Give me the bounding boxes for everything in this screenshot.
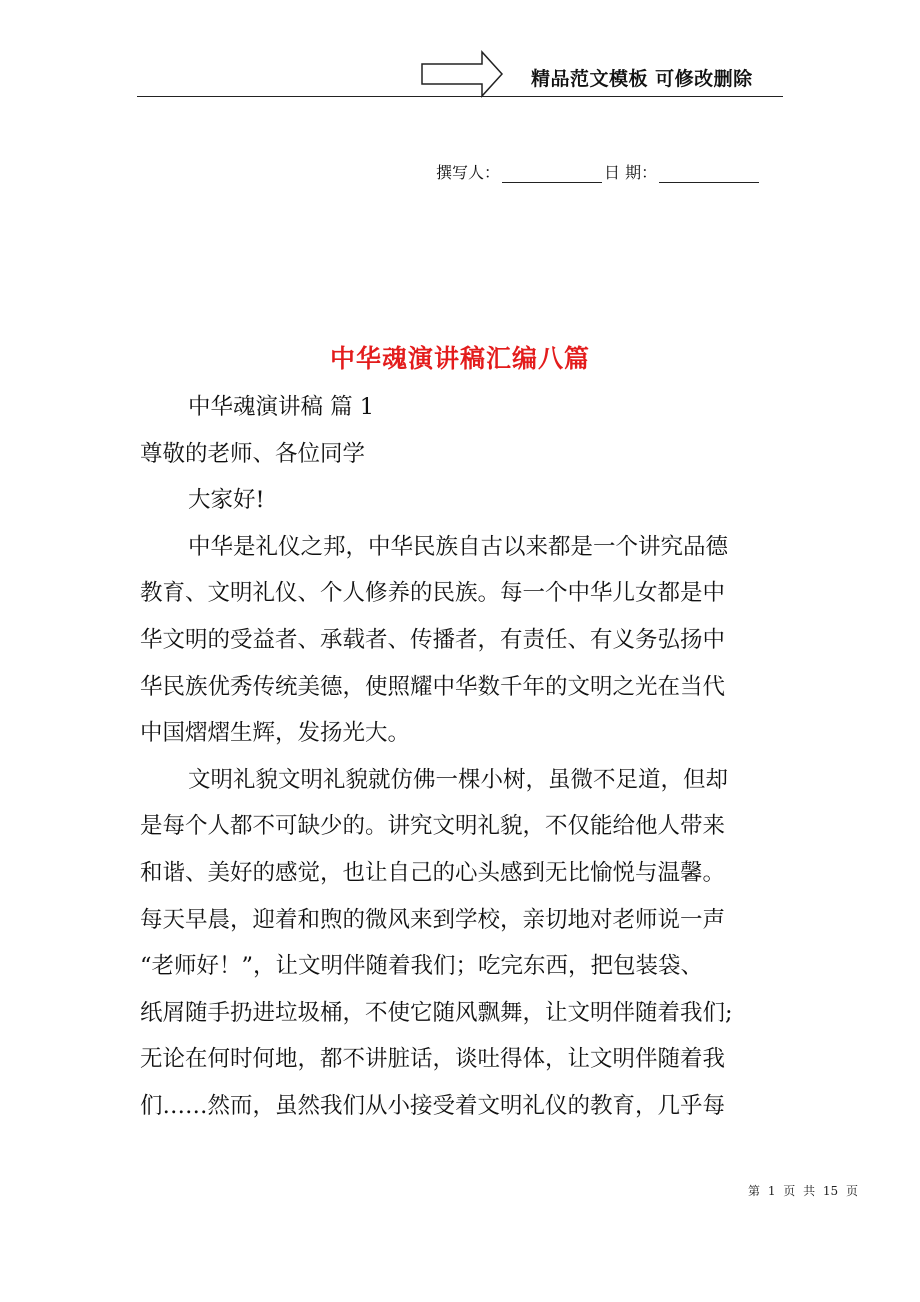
document-body — [140, 384, 782, 1130]
page-number: 第 1 页 共 15 页 — [748, 1184, 858, 1198]
author-date-row — [436, 160, 761, 183]
salutation: 尊敬的老师、各位同学 — [140, 440, 366, 467]
date-blank — [659, 164, 759, 183]
paragraph-line: “老师好！”，让文明伴随着我们；吃完东西，把包装袋、 — [140, 953, 704, 980]
paragraph-line: 无论在何时何地，都不讲脏话，谈吐得体，让文明伴随着我 — [140, 1046, 726, 1073]
date-label: 日 期： — [604, 163, 658, 182]
paragraph-line: 每天早晨，迎着和煦的微风来到学校，亲切地对老师说一声 — [140, 906, 726, 933]
document-title: 中华魂演讲稿汇编八篇 — [329, 344, 590, 373]
arrow-icon — [420, 50, 504, 98]
paragraph-line: 华民族优秀传统美德，使照耀中华数千年的文明之光在当代 — [140, 673, 726, 700]
paragraph-line: 中国熠熠生辉，发扬光大。 — [140, 720, 411, 747]
paragraph-line: 华文明的受益者、承载者、传播者，有责任、有义务弘扬中 — [140, 626, 726, 653]
paragraph-line: 纸屑随手扔进垃圾桶，不使它随风飘舞，让文明伴随着我们; — [140, 999, 733, 1026]
paragraph-line: 们……然而，虽然我们从小接受着文明礼仪的教育，几乎每 — [140, 1092, 726, 1119]
paragraph-line: 文明礼貌文明礼貌就仿佛一棵小树，虽微不足道，但却 — [188, 766, 729, 793]
header-tagline: 精品范文模板 可修改删除 — [531, 68, 753, 90]
paragraph-line: 中华是礼仪之邦，中华民族自古以来都是一个讲究品德 — [188, 533, 729, 560]
paragraph-line: 是每个人都不可缺少的。讲究文明礼貌，不仅能给他人带来 — [140, 813, 726, 840]
author-blank — [502, 164, 602, 183]
section-heading: 中华魂演讲稿 篇 1 — [188, 394, 375, 420]
author-label: 撰写人： — [436, 163, 501, 182]
paragraph-line: 教育、文明礼仪、个人修养的民族。每一个中华儿女都是中 — [140, 580, 726, 607]
header-divider — [137, 96, 783, 97]
paragraph-line: 和谐、美好的感觉，也让自己的心头感到无比愉悦与温馨。 — [140, 859, 726, 886]
greeting: 大家好! — [188, 487, 265, 514]
